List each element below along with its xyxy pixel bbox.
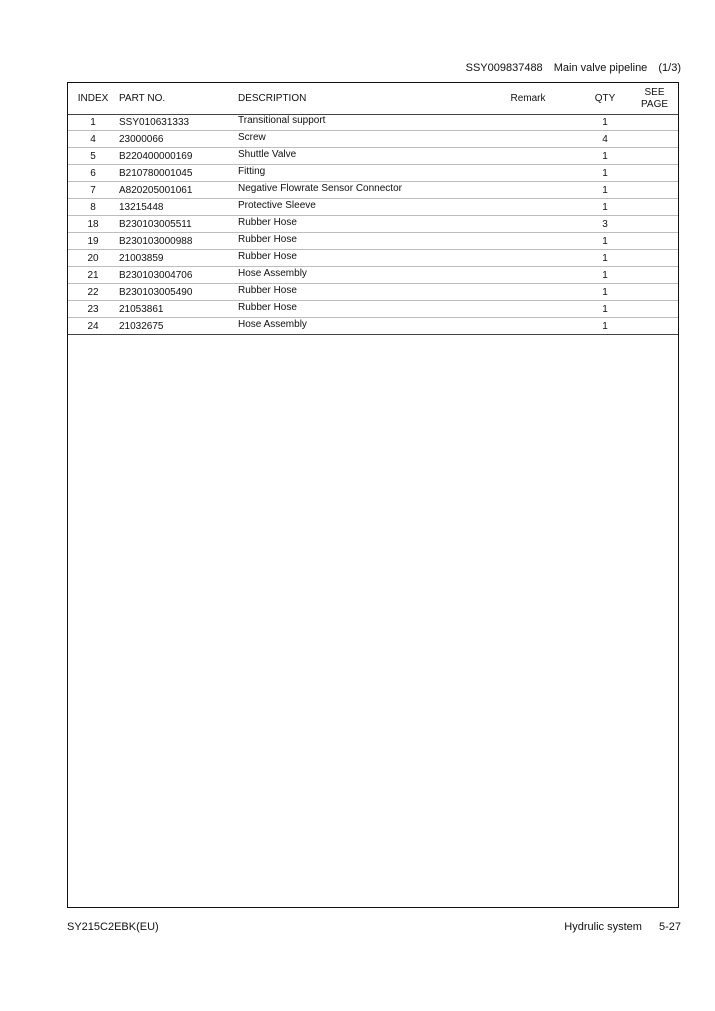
column-header-index: INDEX	[77, 93, 109, 104]
row-description: Protective Sleeve	[238, 200, 316, 211]
table-row	[68, 267, 678, 284]
page-footer	[550, 921, 681, 933]
see-page-line-2: PAGE	[640, 99, 669, 110]
row-qty: 1	[602, 321, 608, 332]
row-part-no: 21003859	[119, 253, 164, 264]
table-row	[68, 182, 678, 199]
parts-table-frame	[67, 82, 679, 908]
row-part-no: B230103005490	[119, 287, 193, 298]
row-qty: 1	[602, 236, 608, 247]
row-index: 24	[87, 321, 99, 332]
row-see-page	[631, 148, 678, 164]
row-qty: 1	[602, 185, 608, 196]
table-row	[68, 199, 678, 216]
row-index: 6	[90, 168, 96, 179]
row-see-page	[631, 131, 678, 147]
row-remark	[488, 301, 568, 317]
row-index: 8	[90, 202, 96, 213]
table-row	[68, 114, 678, 131]
row-description: Hose Assembly	[238, 268, 307, 279]
row-part-no: B230103005511	[119, 219, 192, 230]
page-fraction: (1/3)	[658, 62, 681, 74]
row-index: 18	[87, 219, 99, 230]
row-see-page	[631, 301, 678, 317]
row-remark	[488, 165, 568, 181]
row-index: 19	[87, 236, 99, 247]
row-index: 4	[90, 134, 96, 145]
table-row	[68, 301, 678, 318]
row-index: 1	[90, 117, 96, 128]
row-part-no: 21032675	[119, 321, 164, 332]
row-description: Screw	[238, 132, 266, 143]
row-part-no: B220400000169	[119, 151, 193, 162]
table-row	[68, 284, 678, 301]
row-description: Rubber Hose	[238, 251, 297, 262]
table-row	[68, 233, 678, 250]
column-header-description: DESCRIPTION	[238, 93, 307, 104]
row-qty: 1	[602, 270, 608, 281]
row-index: 23	[87, 304, 99, 315]
row-see-page	[631, 165, 678, 181]
row-qty: 4	[602, 134, 608, 145]
footer-model: SY215C2EBK(EU)	[67, 921, 159, 933]
table-row	[68, 165, 678, 182]
footer-section: Hydrulic system	[564, 921, 642, 933]
row-index: 5	[90, 151, 96, 162]
row-part-no: B230103004706	[119, 270, 193, 281]
table-row	[68, 216, 678, 233]
row-description: Hose Assembly	[238, 319, 307, 330]
row-see-page	[631, 284, 678, 300]
row-remark	[488, 131, 568, 147]
column-header-remark: Remark	[510, 93, 546, 104]
row-description: Rubber Hose	[238, 217, 297, 228]
table-header	[68, 83, 678, 115]
row-remark	[488, 250, 568, 266]
page-header	[458, 62, 681, 74]
document-title: Main valve pipeline	[553, 62, 648, 74]
document-number: SSY009837488	[465, 62, 543, 74]
row-see-page	[631, 267, 678, 283]
row-description: Rubber Hose	[238, 302, 297, 313]
footer-page-number: 5-27	[658, 921, 681, 933]
row-description: Negative Flowrate Sensor Connector	[238, 183, 402, 194]
table-body	[68, 114, 678, 335]
row-qty: 1	[602, 117, 608, 128]
row-index: 20	[87, 253, 99, 264]
row-remark	[488, 233, 568, 249]
row-see-page	[631, 182, 678, 198]
row-description: Rubber Hose	[238, 234, 297, 245]
row-description: Fitting	[238, 166, 266, 177]
row-see-page	[631, 114, 678, 130]
row-qty: 1	[602, 168, 608, 179]
column-header-qty: QTY	[594, 93, 616, 104]
row-remark	[488, 284, 568, 300]
row-qty: 1	[602, 253, 608, 264]
row-part-no: SSY010631333	[119, 117, 190, 128]
row-part-no: B230103000988	[119, 236, 193, 247]
row-remark	[488, 318, 568, 334]
column-header-part-no: PART NO.	[119, 93, 166, 104]
row-index: 22	[87, 287, 99, 298]
row-qty: 1	[602, 151, 608, 162]
row-remark	[488, 267, 568, 283]
table-row	[68, 131, 678, 148]
row-index: 21	[87, 270, 99, 281]
row-see-page	[631, 199, 678, 215]
row-part-no: B210780001045	[119, 168, 193, 179]
row-see-page	[631, 233, 678, 249]
row-see-page	[631, 318, 678, 334]
table-row	[68, 250, 678, 267]
row-see-page	[631, 250, 678, 266]
row-index: 7	[90, 185, 96, 196]
row-remark	[488, 216, 568, 232]
row-part-no: A820205001061	[119, 185, 193, 196]
row-remark	[488, 182, 568, 198]
see-page-line-1: SEE	[644, 87, 665, 98]
row-description: Rubber Hose	[238, 285, 297, 296]
table-row	[68, 148, 678, 165]
row-description: Transitional support	[238, 115, 326, 126]
row-description: Shuttle Valve	[238, 149, 297, 160]
row-see-page	[631, 216, 678, 232]
table-row	[68, 318, 678, 335]
row-remark	[488, 148, 568, 164]
row-qty: 1	[602, 202, 608, 213]
row-qty: 1	[602, 287, 608, 298]
row-part-no: 21053861	[119, 304, 164, 315]
row-part-no: 23000066	[119, 134, 164, 145]
row-remark	[488, 114, 568, 130]
column-header-see-page	[631, 83, 678, 114]
row-qty: 1	[602, 304, 608, 315]
row-qty: 3	[602, 219, 608, 230]
row-remark	[488, 199, 568, 215]
row-part-no: 13215448	[119, 202, 164, 213]
